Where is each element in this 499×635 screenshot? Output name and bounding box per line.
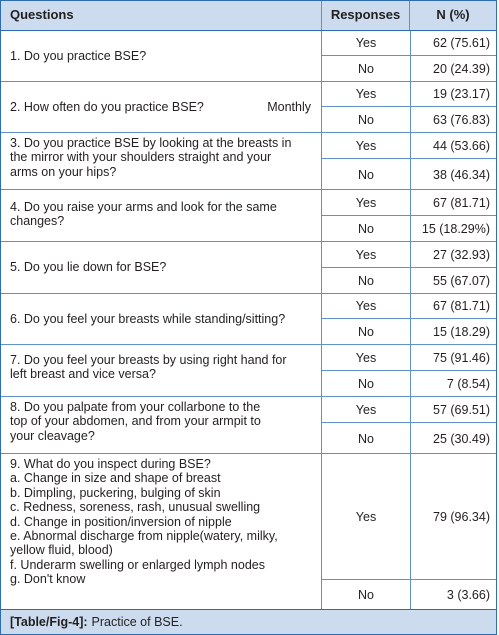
question-cell [1, 82, 321, 132]
answer-row-no [321, 216, 496, 242]
answer-row-yes [321, 345, 496, 371]
question-cell [1, 454, 321, 609]
answer-row-no [321, 56, 496, 82]
question-text: 2. How often do you practice BSE? [10, 99, 204, 114]
response-value: 38 (46.34) [410, 159, 497, 190]
table-row [1, 454, 496, 609]
table-header-row [1, 1, 496, 31]
response-value: 67 (81.71) [410, 190, 497, 215]
question-line: arms on your hips? [10, 164, 117, 179]
response-value: 15 (18.29%) [410, 216, 497, 242]
question-cell [1, 190, 321, 241]
header-questions: Questions [10, 7, 74, 23]
answer-row-yes [321, 133, 496, 159]
question-line: left breast and vice versa? [10, 367, 156, 382]
question-line: e. Abnormal discharge from nipple(watery, milky, [10, 529, 278, 544]
response-label: Yes [355, 36, 377, 50]
table-row [1, 345, 496, 397]
question-text [10, 457, 278, 587]
answer-row-no [321, 159, 496, 190]
response-label: No [358, 587, 374, 602]
question-line: d. Change in position/inversion of nipple [10, 514, 232, 529]
response-value: 79 (96.34) [410, 454, 497, 579]
response-value: 55 (67.07) [410, 268, 497, 294]
response-label: No [358, 325, 374, 339]
answer-row-yes [321, 82, 496, 107]
response-value: 57 (69.51) [410, 397, 497, 422]
response-value: 19 (23.17) [410, 82, 497, 106]
question-line: a. Change in size and shape of breast [10, 471, 221, 486]
question-cell [1, 133, 321, 189]
header-responses: Responses [321, 1, 409, 30]
question-text [10, 200, 277, 229]
answer-row-no [321, 319, 496, 345]
table-row [1, 190, 496, 242]
response-label: No [358, 113, 374, 127]
caption-text: Practice of BSE. [91, 615, 183, 629]
question-line: 8. Do you palpate from your collarbone to the [10, 400, 261, 414]
question-cell [1, 397, 321, 453]
response-label: Yes [355, 350, 377, 365]
question-text: 6. Do you feel your breasts while standing/sitting? [10, 311, 286, 326]
question-text [10, 400, 261, 443]
answer-row-no [321, 107, 496, 133]
question-line: 3. Do you practice BSE by looking at the breasts in [10, 136, 292, 150]
question-text: 1. Do you practice BSE? [10, 48, 147, 63]
response-value: 63 (76.83) [410, 107, 497, 133]
response-label: Yes [355, 402, 377, 417]
response-value: 7 (8.54) [410, 371, 497, 397]
answer-row-yes [321, 190, 496, 216]
response-label: No [358, 62, 374, 76]
question-cell [1, 294, 321, 344]
response-value: 67 (81.71) [410, 294, 497, 318]
question-cell [1, 345, 321, 396]
table-row [1, 294, 496, 345]
answer-row-yes [321, 242, 496, 268]
question-extra: Monthly [267, 99, 311, 114]
response-label: No [358, 167, 374, 182]
question-line: c. Redness, soreness, rash, unusual swelling [10, 500, 261, 515]
question-text [10, 353, 287, 382]
table-row [1, 31, 496, 82]
question-line: 7. Do you feel your breasts by using right hand for [10, 353, 287, 367]
response-value: 15 (18.29) [410, 319, 497, 345]
answer-row-no [321, 268, 496, 294]
table-row [1, 242, 496, 294]
response-value: 44 (53.66) [410, 133, 497, 158]
question-text [10, 136, 291, 179]
question-line: top of your abdomen, and from your armpit to [10, 414, 261, 429]
question-line: b. Dimpling, puckering, bulging of skin [10, 485, 221, 500]
response-value: 27 (32.93) [410, 242, 497, 267]
response-value: 62 (75.61) [410, 31, 497, 55]
response-label: Yes [355, 299, 377, 313]
answer-row-yes [321, 294, 496, 319]
table-row [1, 397, 496, 454]
response-label: No [358, 222, 374, 236]
response-label: Yes [355, 247, 377, 262]
question-line: yellow fluid, blood) [10, 543, 113, 558]
question-line: f. Underarm swelling or enlarged lymph nodes [10, 557, 265, 572]
question-line: the mirror with your shoulders straight and your [10, 150, 272, 165]
answer-row-yes [321, 31, 496, 56]
question-cell [1, 242, 321, 293]
question-line: your cleavage? [10, 428, 95, 443]
question-line: changes? [10, 214, 65, 229]
response-label: No [358, 431, 374, 446]
table-caption [1, 609, 496, 634]
answer-row-no [321, 423, 496, 454]
response-value: 20 (24.39) [410, 56, 497, 82]
table-row [1, 133, 496, 190]
question-text: 5. Do you lie down for BSE? [10, 260, 167, 275]
question-cell [1, 31, 321, 81]
response-label: Yes [355, 138, 377, 153]
response-label: No [358, 377, 374, 391]
response-value: 75 (91.46) [410, 345, 497, 370]
response-label: Yes [355, 195, 377, 210]
response-label: Yes [355, 509, 377, 524]
response-label: Yes [355, 87, 377, 101]
answer-row-no [321, 371, 496, 397]
header-n-percent: N (%) [409, 1, 496, 30]
response-label: No [358, 274, 374, 288]
question-line: g. Don't know [10, 572, 86, 587]
question-line: 9. What do you inspect during BSE? [10, 457, 211, 471]
answer-row-no [321, 580, 496, 609]
response-value: 25 (30.49) [410, 423, 497, 454]
answer-row-yes [321, 454, 496, 580]
question-line: 4. Do you raise your arms and look for the same [10, 200, 277, 214]
response-value: 3 (3.66) [410, 580, 497, 609]
table-row [1, 82, 496, 133]
answer-row-yes [321, 397, 496, 423]
caption-id: [Table/Fig-4]: [10, 615, 88, 629]
